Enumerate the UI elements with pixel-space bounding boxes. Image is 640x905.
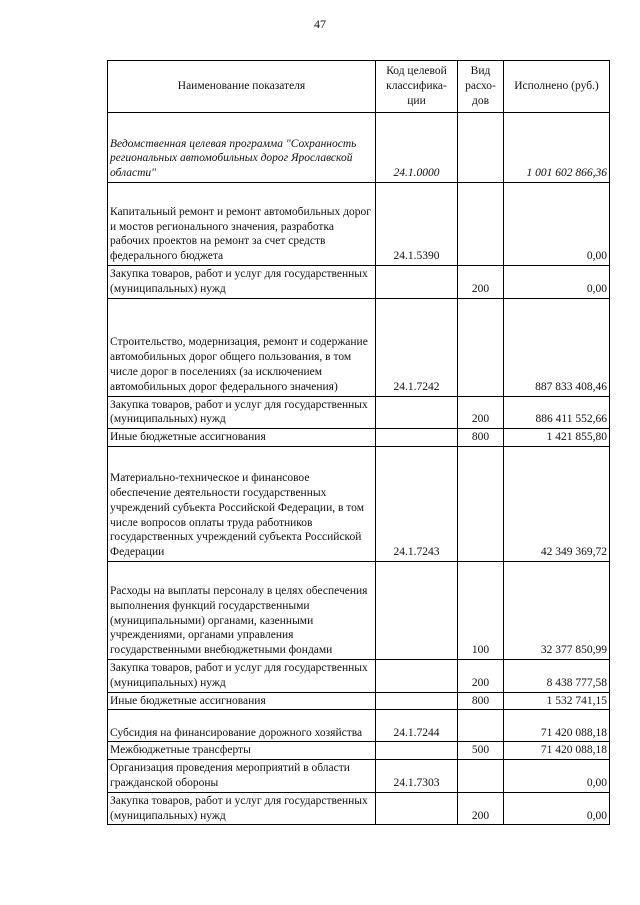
table-row (108, 692, 610, 710)
row-name: Организация проведения мероприятий в области гражданской обороны (108, 760, 376, 793)
row-name: Строительство, модернизация, ремонт и содержание автомобильных дорог общего пользования, в том числе дорог в поселениях (за исключением автомобильных дорог федерального значения) (108, 298, 376, 396)
row-name: Ведомственная целевая программа "Сохранность региональных автомобильных дорог Ярославской области" (108, 113, 376, 183)
row-name: Иные бюджетные ассигнования (108, 429, 376, 447)
row-kind: 200 (458, 396, 504, 429)
table-row (108, 396, 610, 429)
budget-table (107, 60, 610, 825)
row-name: Межбюджетные трансферты (108, 742, 376, 760)
row-kind (458, 183, 504, 266)
table-row (108, 710, 610, 742)
row-kind: 100 (458, 561, 504, 659)
header-name: Наименование показателя (108, 61, 376, 113)
row-amount: 1 421 855,80 (504, 429, 610, 447)
page-number: 47 (314, 17, 326, 31)
row-code: 24.1.7244 (376, 710, 458, 742)
row-amount: 886 411 552,66 (504, 396, 610, 429)
row-code: 24.1.7303 (376, 760, 458, 793)
row-code: 24.1.0000 (376, 113, 458, 183)
table-row (108, 561, 610, 659)
row-kind (458, 710, 504, 742)
row-amount: 1 532 741,15 (504, 692, 610, 710)
row-amount: 887 833 408,46 (504, 298, 610, 396)
table-row (108, 742, 610, 760)
row-code: 24.1.7242 (376, 298, 458, 396)
table-row (108, 266, 610, 299)
table-row (108, 792, 610, 825)
table-row (108, 298, 610, 396)
row-name: Субсидия на финансирование дорожного хозяйства (108, 710, 376, 742)
row-kind (458, 760, 504, 793)
row-amount: 0,00 (504, 266, 610, 299)
row-code (376, 429, 458, 447)
row-kind: 200 (458, 266, 504, 299)
header-amount: Исполнено (руб.) (504, 61, 610, 113)
row-amount: 42 349 369,72 (504, 446, 610, 561)
row-code (376, 396, 458, 429)
row-kind (458, 446, 504, 561)
row-code (376, 561, 458, 659)
row-amount: 71 420 088,18 (504, 710, 610, 742)
row-kind: 500 (458, 742, 504, 760)
table-row (108, 113, 610, 183)
row-kind: 200 (458, 792, 504, 825)
row-name: Иные бюджетные ассигнования (108, 692, 376, 710)
header-kind: Вид расхо-дов (458, 61, 504, 113)
row-name: Закупка товаров, работ и услуг для государственных (муниципальных) нужд (108, 659, 376, 692)
row-code (376, 692, 458, 710)
row-kind: 800 (458, 429, 504, 447)
table-row (108, 429, 610, 447)
row-name: Расходы на выплаты персоналу в целях обеспечения выполнения функций государственными (муниципальными) органами, казенными учреждениями, органами управления государственными внебюджетными фондами (108, 561, 376, 659)
row-kind (458, 113, 504, 183)
row-code: 24.1.7243 (376, 446, 458, 561)
row-amount: 1 001 602 866,36 (504, 113, 610, 183)
row-amount: 71 420 088,18 (504, 742, 610, 760)
row-kind (458, 298, 504, 396)
table-row (108, 659, 610, 692)
row-kind: 200 (458, 659, 504, 692)
row-name: Капитальный ремонт и ремонт автомобильных дорог и мостов регионального значения, разработка рабочих проектов на ремонт за счет средств федерального бюджета (108, 183, 376, 266)
row-amount: 8 438 777,58 (504, 659, 610, 692)
row-code (376, 742, 458, 760)
row-code: 24.1.5390 (376, 183, 458, 266)
row-name: Материально-техническое и финансовое обеспечение деятельности государственных учреждений субъекта Российской Федерации, в том числе вопросов оплаты труда работников государственных учреждений субъекта Российской Федерации (108, 446, 376, 561)
row-code (376, 266, 458, 299)
row-amount: 0,00 (504, 792, 610, 825)
row-code (376, 659, 458, 692)
row-kind: 800 (458, 692, 504, 710)
table-row (108, 446, 610, 561)
row-amount: 0,00 (504, 760, 610, 793)
header-code: Код целевой классифика-ции (376, 61, 458, 113)
row-amount: 32 377 850,99 (504, 561, 610, 659)
table-row (108, 183, 610, 266)
row-name: Закупка товаров, работ и услуг для государственных (муниципальных) нужд (108, 792, 376, 825)
table-row (108, 760, 610, 793)
table-header-row (108, 61, 610, 113)
row-amount: 0,00 (504, 183, 610, 266)
row-name: Закупка товаров, работ и услуг для государственных (муниципальных) нужд (108, 396, 376, 429)
row-name: Закупка товаров, работ и услуг для государственных (муниципальных) нужд (108, 266, 376, 299)
row-code (376, 792, 458, 825)
